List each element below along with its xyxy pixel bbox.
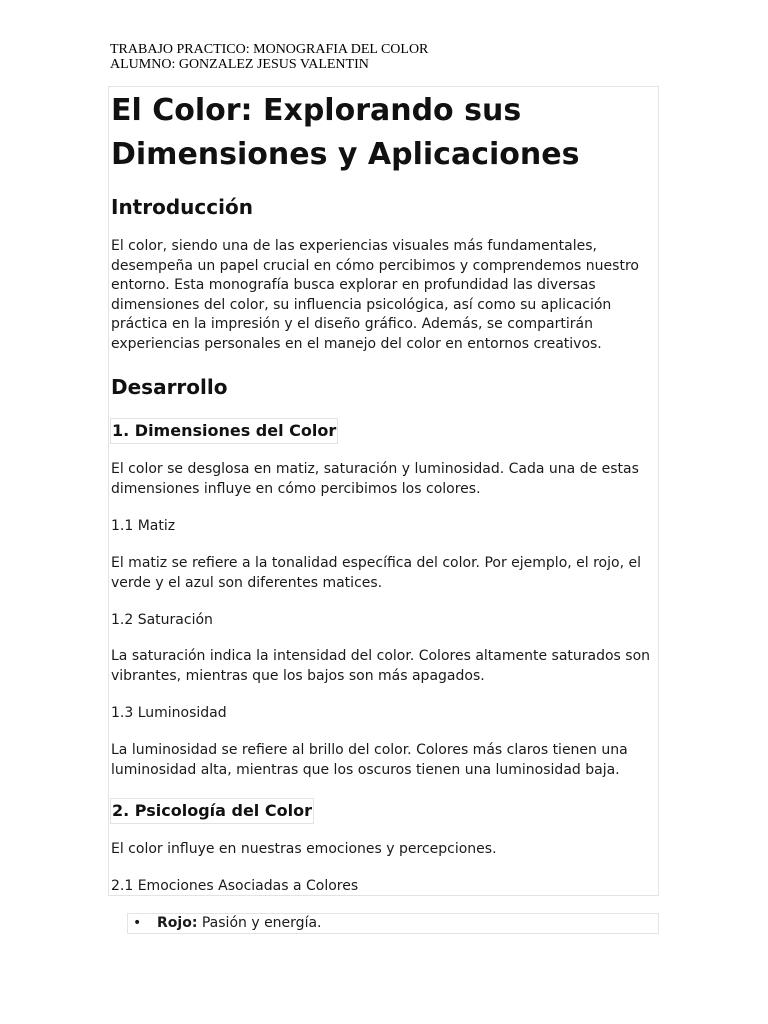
document-title [111,89,579,177]
header-title: TRABAJO PRACTICO: MONOGRAFIA DEL COLOR [110,42,429,57]
section1-paragraph: El color se desglosa en matiz, saturación y luminosidad. Cada una de estas dimensiones influye en cómo percibimos los colores. [111,461,639,497]
document-body [108,86,659,896]
section1-heading: 1. Dimensiones del Color [110,418,338,444]
subsection-1-3-label: 1.3 Luminosidad [111,705,227,721]
intro-heading: Introducción [111,195,253,219]
document-title-line1: El Color: Explorando sus [111,93,522,128]
subsection-1-1-paragraph: El matiz se refiere a la tonalidad específica del color. Por ejemplo, el rojo, el verde y el azul son diferentes matices. [111,555,641,591]
subsection-1-2-label: 1.2 Saturación [111,612,213,628]
subsection-1-3-paragraph: La luminosidad se refiere al brillo del color. Colores más claros tienen una luminosidad alta, mientras que los oscuros tienen una luminosidad baja. [111,742,628,778]
header-student: ALUMNO: GONZALEZ JESUS VALENTIN [110,57,369,72]
emotions-list [127,913,659,934]
section2-heading: 2. Psicología del Color [110,798,314,824]
page-header [110,42,428,72]
development-heading: Desarrollo [111,375,228,399]
subsection-1-2-paragraph: La saturación indica la intensidad del color. Colores altamente saturados son vibrantes, mientras que los bajos son más apagados. [111,648,651,684]
document-title-line2: Dimensiones y Aplicaciones [111,137,580,172]
subsection-2-1-label: 2.1 Emociones Asociadas a Colores [111,878,359,894]
intro-paragraph: El color, siendo una de las experiencias visuales más fundamentales, desempeña un papel crucial en cómo percibimos y comprendemos nuestro entorno. Esta monografía busca explorar en profundidad las diversas dimensiones del color, su influencia psicológica, así como su aplicación práctica en la impresión y el diseño gráfico. Además, se compartirán experiencias personales en el manejo del color en entornos creativos. [111,238,639,352]
section2-paragraph: El color influye en nuestras emociones y percepciones. [111,841,497,857]
list-item-description: Pasión y energía. [197,915,322,931]
bullet-icon: • [133,915,142,931]
subsection-1-1-label: 1.1 Matiz [111,518,176,534]
list-item [157,914,322,933]
list-item-term: Rojo: [157,915,198,931]
